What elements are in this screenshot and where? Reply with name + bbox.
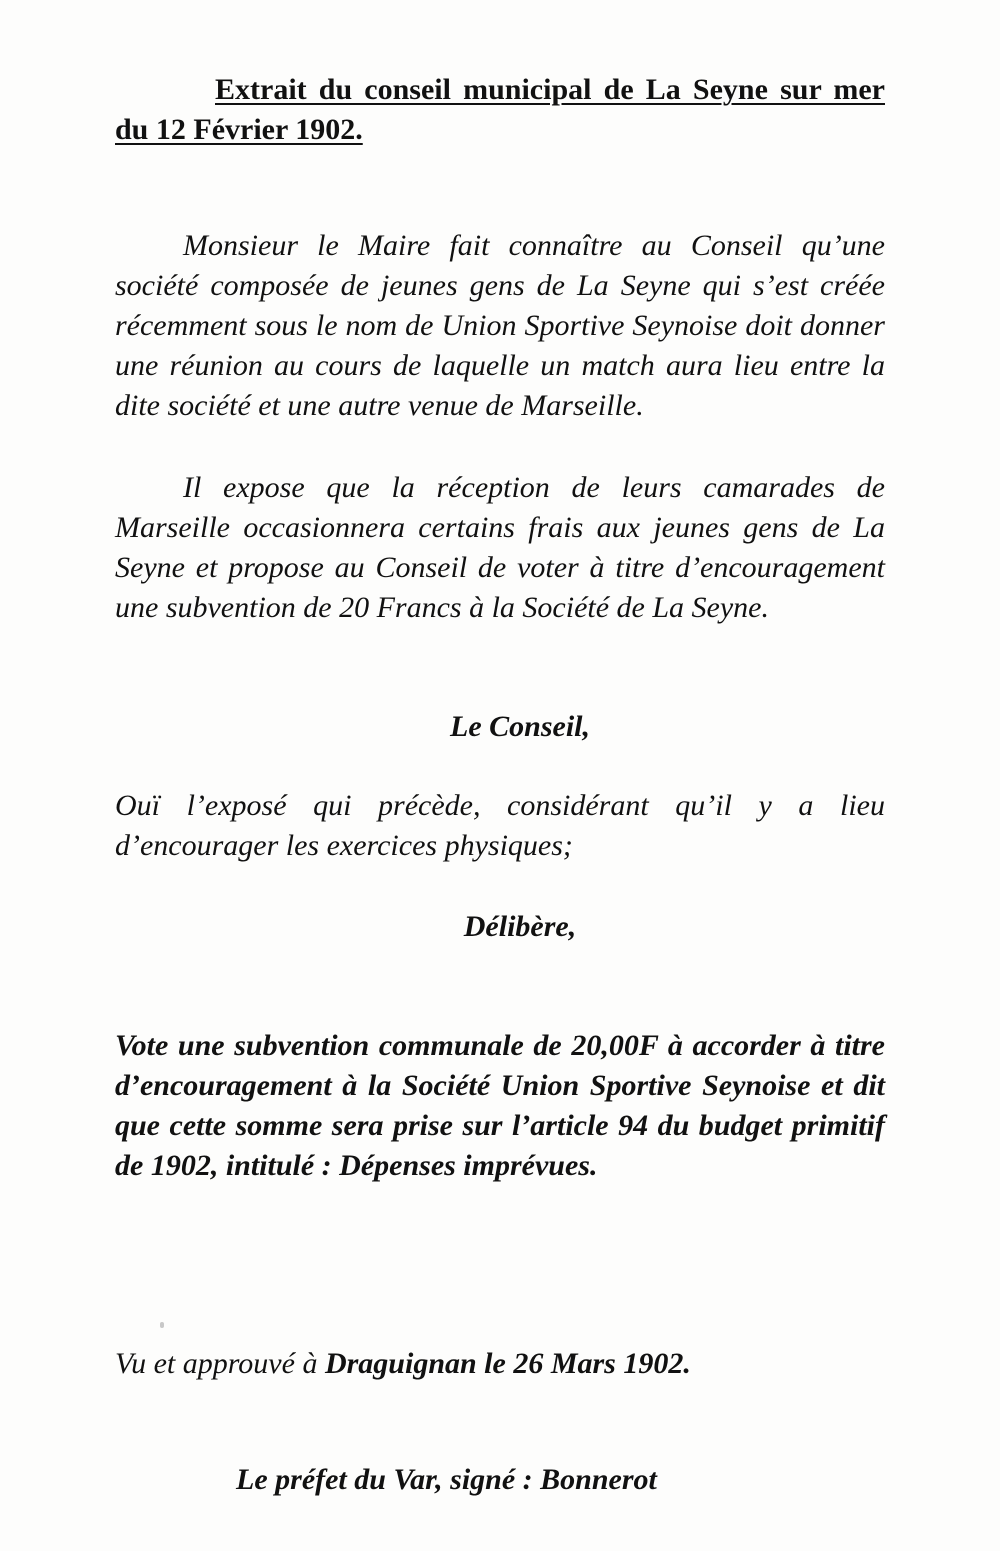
paragraph-expose: Il expose que la réception de leurs camarades de Marseille occasionnera certains frais aux jeunes gens de La Seyne et propose au Conseil de voter à titre d’encouragement une subvention de 20 Francs à la Société de La Seyne. (115, 471, 885, 624)
approval-prefix: Vu et approuvé à (115, 1347, 325, 1380)
approval-place-date: Draguignan le 26 Mars 1902. (324, 1347, 691, 1380)
paragraph-vote: Vote une subvention communale de 20,00F à accorder à titre d’encouragement à la Société Union Sportive Seynoise et dit que cette somme sera prise sur l’article 94 du budget primitif de 1902, intitulé : Dépenses imprévues. (115, 1029, 885, 1182)
heading-delibere: Délibère, (463, 910, 577, 943)
document-title-text: Extrait du conseil municipal de La Seyne sur mer du 12 Février 1902. (115, 73, 885, 146)
scan-speck (160, 1322, 164, 1328)
document-title (115, 70, 885, 150)
paragraph-oui-expose: Ouï l’exposé qui précède, considérant qu’il y a lieu d’encourager les exercices physiques; (115, 789, 885, 862)
prefect-signature: Le préfet du Var, signé : Bonnerot (236, 1463, 657, 1496)
heading-le-conseil: Le Conseil, (450, 710, 590, 743)
paragraph-maire: Monsieur le Maire fait connaître au Conseil qu’une société composée de jeunes gens de La Seyne qui s’est créée récemment sous le nom de Union Sportive Seynoise doit donner une réunion au cours de laquelle un match aura lieu entre la dite société et une autre venue de Marseille. (115, 229, 885, 422)
approval-line (115, 1344, 885, 1384)
